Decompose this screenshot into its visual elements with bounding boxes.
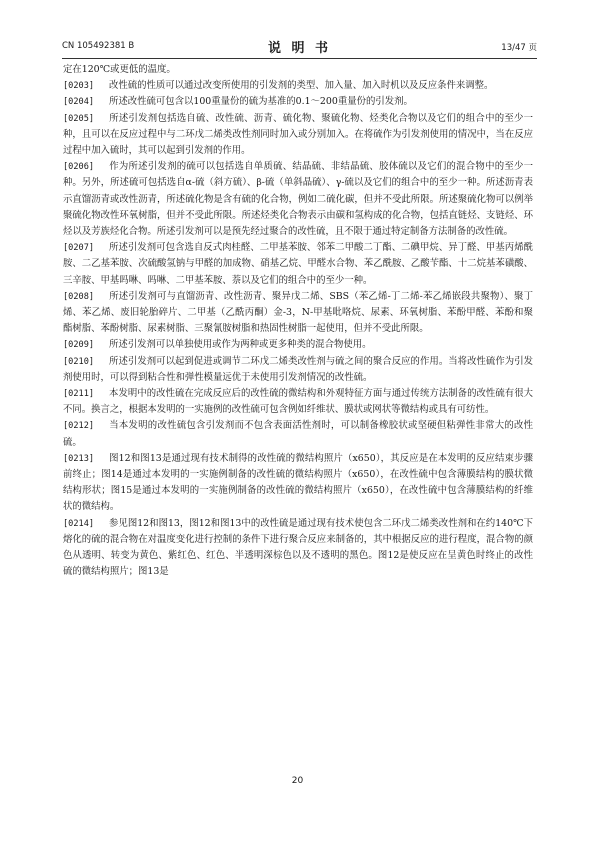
paragraph-text: 定在120℃或更低的温度。 bbox=[63, 64, 176, 75]
paragraph-text: 所述改性硫可包含以100重量份的硫为基准的0.1～200重量份的引发剂。 bbox=[109, 96, 413, 108]
paragraph-number: [0212] bbox=[63, 421, 95, 432]
page-header bbox=[62, 37, 537, 59]
paragraph-number: [0214] bbox=[63, 518, 95, 529]
paragraph-text: 当本发明的改性硫包含引发剂而不包含表面活性剂时，可以制备橡胶状或坚硬但粘弹性非常大的改性硫。 bbox=[63, 420, 533, 448]
paragraph-0212 bbox=[63, 418, 533, 450]
page-number-footer: 20 bbox=[291, 776, 304, 786]
paragraph-number: [0205] bbox=[63, 113, 95, 124]
paragraph-text: 所述引发剂可以起到促进或调节二环戊二烯类改性剂与硫之间的聚合反应的作用。当将改性硫作为引发剂使用时，可以得到粘合性和弹性模量远优于未使用引发剂情况的改性硫。 bbox=[63, 355, 533, 383]
paragraph-text: 所述引发剂可以单独使用或作为两种或更多种类的混合物使用。 bbox=[109, 339, 372, 351]
paragraph-text: 所述引发剂包括选自硫、改性硫、沥青、硫化物、聚硫化物、烃类化合物以及它们的组合中的至少一种，且可以在反应过程中与二环戊二烯类改性剂同时加入或分别加入。在将硫作为引发剂使用的情况中，当在反应过程中加入硫时，其可以起到引发剂的作用。 bbox=[63, 112, 533, 157]
paragraph-text: 所述引发剂可与直馏沥青、改性沥青、聚异戊二烯、SBS（苯乙烯-丁二烯-苯乙烯嵌段共聚物）、聚丁烯、苯乙烯、废旧轮胎碎片、二甲基（乙酰丙酮）金-3，N-甲基吡咯烷、尿素、环氧树脂、苯酚甲醛、苯酚和聚酯树脂、苯酚树脂、尿素树脂、三聚氰胺树脂和热固性树脂一起使用，但并不受此所限。 bbox=[63, 290, 533, 335]
paragraph-number: [0206] bbox=[63, 162, 95, 173]
paragraph-number: [0213] bbox=[63, 453, 95, 464]
paragraph-0214 bbox=[63, 516, 533, 581]
header-rule bbox=[62, 58, 537, 59]
paragraph-0213 bbox=[63, 451, 533, 516]
paragraph-0205 bbox=[63, 111, 533, 160]
paragraph-number: [0207] bbox=[63, 243, 95, 254]
patent-number: CN 105492381 B bbox=[62, 41, 135, 51]
description-body bbox=[63, 62, 533, 581]
paragraph-0208 bbox=[63, 289, 533, 338]
paragraph-text: 所述引发剂可包含选自反式肉桂醛、二甲基苯胺、邻苯二甲酸二丁酯、二碘甲烷、异丁醛、甲基丙烯酰胺、二乙基苯胺、次硫酸氢钠与甲醛的加成物、硝基乙烷、甲醛水合物、苯乙酰胺、乙酸苄酯、十二烷基苯磺酸、三辛胺、甲基吗啉、吗啉、二甲基苯胺、萘以及它们的组合中的至少一种。 bbox=[63, 242, 533, 286]
paragraph-text: 图12和图13是通过现有技术制得的改性硫的微结构照片（x650），其反应是在本发明的反应结束步骤前终止；图14是通过本发明的一实施例制备的改性硫的微结构照片（x650），在改性硫中包含薄膜结构的膜状微结构形状；图15是通过本发明的一实施例制备的改性硫的微结构照片（x650），在改性硫中包含薄膜结构的纤维状的微结构。 bbox=[63, 452, 533, 513]
paragraph-0204 bbox=[63, 94, 533, 110]
paragraph-number: [0208] bbox=[63, 291, 95, 302]
paragraph-text: 改性硫的性质可以通过改变所使用的引发剂的类型、加入量、加入时机以及反应条件来调整。 bbox=[109, 80, 494, 92]
paragraph-text: 参见图12和图13，图12和图13中的改性硫是通过现有技术使包含二环戊二烯类改性剂和在约140℃下熔化的硫的混合物在对温度变化进行控制的条件下进行聚合反应来制备的，其中根据反应的进行程度，混合物的颜色从透明、转变为黄色、紫红色、红色、半透明深棕色以及不透明的黑色。图12是使反应在呈黄色时终止的改性硫的微结构照片；图13是 bbox=[63, 517, 533, 578]
paragraph-0207 bbox=[63, 240, 533, 289]
paragraph-number: [0204] bbox=[63, 97, 95, 108]
page-label: 13/47 页 bbox=[501, 43, 537, 53]
paragraph-0206 bbox=[63, 159, 533, 240]
document-title: 说 明 书 bbox=[267, 41, 332, 56]
paragraph-text: 本发明中的改性硫在完成反应后的改性硫的微结构和外观特征方面与通过传统方法制备的改性硫有很大不同。换言之，根据本发明的一实施例的改性硫可包含例如纤维状、膜状或网状等微结构或具有可纺性。 bbox=[63, 388, 533, 416]
paragraph-text: 作为所述引发剂的硫可以包括选自单质硫、结晶硫、非结晶硫、胶体硫以及它们的混合物中的至少一种。另外，所述硫可包括选自α-硫（斜方硫）、β-硫（单斜晶硫）、γ-硫以及它们的组合中的至少一种。所述沥青表示直馏沥青或改性沥青，所述硫化物是含有硫的化合物，例如二硫化碳，但并不受此所限。所述聚硫化物可以例举聚硫化物改性环氧树脂，但并不受此所限。所述烃类化合物表示由碳和氢构成的化合物，包括直链烃、支链烃、环烃以及芳族烃化合物。所述引发剂可以是预先经过聚合的改性硫，且不限于通过特定制备方法制备的改性硫。 bbox=[63, 161, 533, 238]
paragraph-number: [0210] bbox=[63, 356, 95, 367]
paragraph-0210 bbox=[63, 354, 533, 386]
paragraph-continued bbox=[63, 62, 533, 78]
paragraph-0209 bbox=[63, 337, 533, 353]
paragraph-0203 bbox=[63, 78, 533, 94]
paragraph-number: [0209] bbox=[63, 340, 95, 351]
paragraph-number: [0203] bbox=[63, 81, 95, 92]
paragraph-number: [0211] bbox=[63, 389, 95, 400]
paragraph-0211 bbox=[63, 386, 533, 418]
